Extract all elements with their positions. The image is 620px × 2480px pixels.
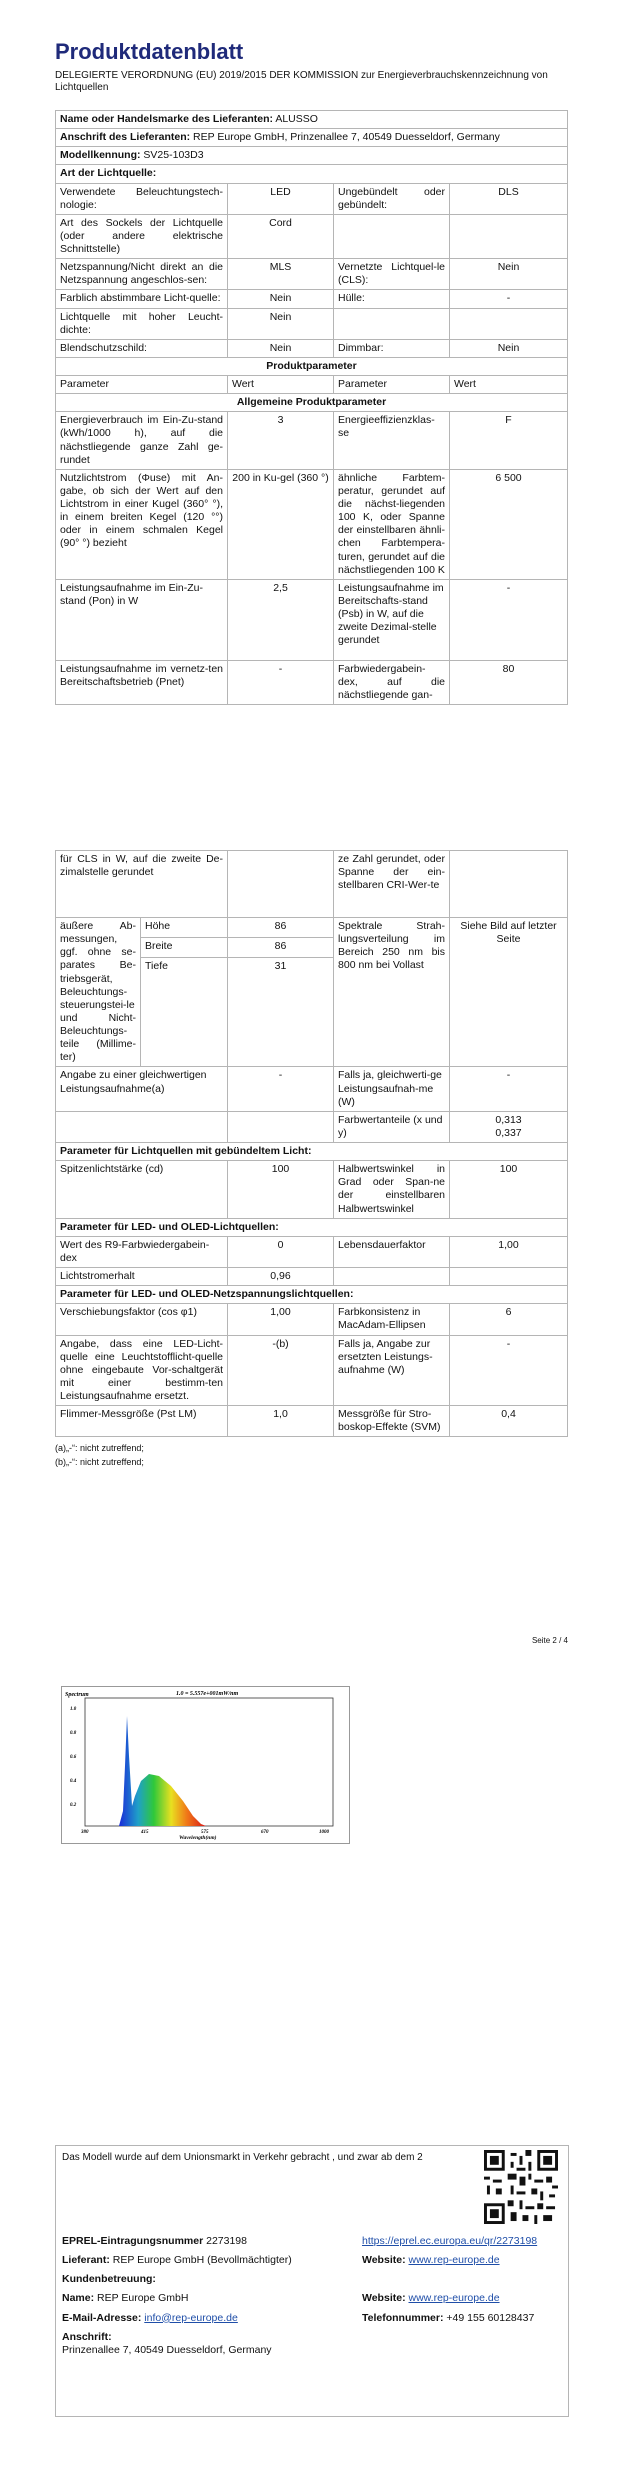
energy-label: Energieverbrauch im Ein-Zu-stand (kWh/1000 h), auf die nächstliegende ganze Zahl ge-rundet — [56, 412, 228, 470]
empty-cell — [56, 1111, 228, 1142]
glare-value: Nein — [228, 339, 334, 357]
address-row: Anschrift: Prinzenallee 7, 40549 Duesseldorf, Germany — [62, 2330, 272, 2356]
peak-label: Spitzenlichtstärke (cd) — [56, 1161, 228, 1219]
beam-value: 100 — [450, 1161, 568, 1219]
lightsource-table — [55, 110, 567, 705]
shell-value: - — [450, 290, 568, 308]
email-row: E-Mail-Adresse: info@rep-europe.de — [62, 2311, 238, 2324]
empty-cell — [334, 214, 450, 258]
flicker-value: 1,0 — [228, 1406, 334, 1437]
psb-value: - — [450, 579, 568, 660]
cri-label-continued: ze Zahl gerundet, oder Spanne der ein-stellbaren CRI-Wer-te — [334, 851, 450, 918]
class-label: Energieeffizienzklas-se — [334, 412, 450, 470]
density-value: Nein — [228, 308, 334, 339]
color-label: Farblich abstimmbare Licht-quelle: — [56, 290, 228, 308]
xtick: 1000 — [319, 1830, 329, 1835]
spectral-label: Spektrale Strah-lungsverteilung im Bereich 250 nm bis 800 nm bei Vollast — [334, 918, 450, 1067]
flicker-label: Flimmer-Messgröße (Pst LM) — [56, 1406, 228, 1437]
empty-cell — [334, 308, 450, 339]
ytick: 0.8 — [70, 1731, 77, 1736]
macadam-value: 6 — [450, 1304, 568, 1335]
footer-box — [55, 2145, 569, 2417]
support-website-row: Website: www.rep-europe.de — [362, 2292, 500, 2305]
regulation-subtitle: DELEGIERTE VERORDNUNG (EU) 2019/2015 DER KOMMISSION zur Energieverbrauchskennzeichnung von Lichtquellen — [55, 69, 548, 93]
svm-value: 0,4 — [450, 1406, 568, 1437]
xtick: 575 — [201, 1830, 209, 1835]
flux-value: 200 in Ku-gel (360 °) — [228, 469, 334, 579]
svm-label: Messgröße für Stro-boskop-Effekte (SVM) — [334, 1406, 450, 1437]
empty-cell — [334, 1268, 450, 1286]
equiv-value: - — [228, 1067, 334, 1111]
replace-label: Angabe, dass eine LED-Licht-quelle eine Leuchtstofflicht-quelle ohne eingebaute Vor-schaltgerät mit einer bestimm-ten Leistungsaufnahme ersetzt. — [56, 1335, 228, 1406]
maint-label: Lichtstromerhalt — [56, 1268, 228, 1286]
lightsource-type-heading: Art der Lichtquelle: — [56, 165, 568, 183]
pnet-label-continued: für CLS in W, auf die zweite De-zimalstelle gerundet — [56, 851, 228, 918]
depth-value: 31 — [228, 958, 334, 1067]
empty-cell — [450, 214, 568, 258]
depth-label: Tiefe — [141, 958, 228, 1067]
r9-value: 0 — [228, 1236, 334, 1267]
cls-value: Nein — [450, 259, 568, 290]
spectrum-formula: 1.0 = 5.557e+001mW/nm — [176, 1691, 239, 1697]
beam-label: Halbwertswinkel in Grad oder Span-ne der einstellbaren Halbwertswinkel — [334, 1161, 450, 1219]
bundled-value: DLS — [450, 183, 568, 214]
pf-label: Verschiebungsfaktor (cos φ1) — [56, 1304, 228, 1335]
ytick: 0.2 — [70, 1803, 77, 1808]
footnote-b: (b)„-“: nicht zutreffend; — [55, 1456, 144, 1467]
replace-yes-value: - — [450, 1335, 568, 1406]
support-heading: Kundenbetreuung: — [62, 2273, 156, 2286]
spectrum-ylabel: Spectrum — [65, 1692, 89, 1698]
support-name-row: Name: REP Europe GmbH — [62, 2292, 189, 2305]
tech-label: Verwendete Beleuchtungstech-nologie: — [56, 183, 228, 214]
maint-value: 0,96 — [228, 1268, 334, 1286]
glare-label: Blendschutzschild: — [56, 339, 228, 357]
macadam-label: Farbkonsistenz in MacAdam-Ellipsen — [334, 1304, 450, 1335]
col-header-param: Parameter — [56, 376, 228, 394]
support-website-link[interactable]: www.rep-europe.de — [408, 2292, 500, 2305]
col-header-param: Parameter — [334, 376, 450, 394]
socket-value: Cord — [228, 214, 334, 258]
replace-yes-label: Falls ja, Angabe zur ersetzten Leistungs-aufnahme (W) — [334, 1335, 450, 1406]
dimensions-label: äußere Ab-messungen, ggf. ohne se-parates Be-triebsgerät, Beleuchtungs-steuerungstei-le und Nicht-Beleuchtungs-teile (Millime-ter) — [56, 918, 141, 1067]
footnote-a: (a)„-“: nicht zutreffend; — [55, 1443, 144, 1454]
supplier-address-row: Anschrift des Lieferanten: REP Europe GmbH, Prinzenallee 7, 40549 Duesseldorf, Germany — [56, 129, 568, 147]
col-header-value: Wert — [228, 376, 334, 394]
page-number: Seite 2 / 4 — [531, 1636, 568, 1645]
chroma-value: 0,313 0,337 — [450, 1111, 568, 1142]
spectrum-xlabel: Wavelength(nm) — [179, 1835, 217, 1841]
tech-value: LED — [228, 183, 334, 214]
page-title: Produktdatenblatt — [55, 39, 244, 64]
empty-cell — [450, 1268, 568, 1286]
height-value: 86 — [228, 918, 334, 938]
col-header-value: Wert — [450, 376, 568, 394]
equiv-yes-label: Falls ja, gleichwerti-ge Leistungsaufnah-me (W) — [334, 1067, 450, 1111]
socket-label: Art des Sockels der Lichtquelle (oder andere elektrische Schnittstelle) — [56, 214, 228, 258]
xtick: 415 — [141, 1830, 149, 1835]
mains-value: MLS — [228, 259, 334, 290]
width-value: 86 — [228, 938, 334, 958]
empty-cell — [450, 851, 568, 918]
mains-label: Netzspannung/Nicht direkt an die Netzspannung angeschlos-sen: — [56, 259, 228, 290]
phone-row: Telefonnummer: +49 155 60128437 — [362, 2311, 535, 2324]
directional-heading: Parameter für Lichtquellen mit gebündeltem Licht: — [56, 1143, 568, 1161]
datasheet-header — [55, 38, 567, 95]
parameters-table-continued — [55, 850, 567, 1470]
ytick: 1.0 — [70, 1707, 77, 1712]
pon-label: Leistungsaufnahme im Ein-Zu-stand (Pon) in W — [56, 579, 228, 660]
dim-label: Dimmbar: — [334, 339, 450, 357]
equiv-label: Angabe zu einer gleichwertigen Leistungsaufnahme(a) — [56, 1067, 228, 1111]
life-value: 1,00 — [450, 1236, 568, 1267]
life-label: Lebensdauerfaktor — [334, 1236, 450, 1267]
eprel-link[interactable]: https://eprel.ec.europa.eu/qr/2273198 — [362, 2235, 538, 2247]
website-link[interactable]: www.rep-europe.de — [408, 2254, 500, 2267]
email-link[interactable]: info@rep-europe.de — [144, 2311, 238, 2324]
peak-value: 100 — [228, 1161, 334, 1219]
ytick: 0.6 — [70, 1755, 77, 1760]
cct-label: ähnliche Farbtem-peratur, gerundet auf die nächst-liegenden 100 K, oder Spanne der einstellbaren ähnli-chen Farbtempera-turen, gerundet auf die nächstliegenden 100 K — [334, 469, 450, 579]
chroma-label: Farbwertanteile (x und y) — [334, 1111, 450, 1142]
color-value: Nein — [228, 290, 334, 308]
shell-label: Hülle: — [334, 290, 450, 308]
psb-label: Leistungsaufnahme im Bereitschafts-stand (Psb) in W, auf die zweite Dezimal-stelle gerundet — [334, 579, 450, 660]
spectrum-chart — [61, 1686, 350, 1844]
equiv-yes-value: - — [450, 1067, 568, 1111]
dim-value: Nein — [450, 339, 568, 357]
mains-led-heading: Parameter für LED- und OLED-Netzspannungslichtquellen: — [56, 1286, 568, 1304]
pnet-label: Leistungsaufnahme im vernetz-ten Bereitschaftsbetrieb (Pnet) — [56, 660, 228, 704]
supplier-name-row: Name oder Handelsmarke des Lieferanten: ALUSSO — [56, 111, 568, 129]
empty-cell — [228, 851, 334, 918]
ytick: 0.4 — [70, 1779, 77, 1784]
supplier-row: Lieferant: REP Europe GmbH (Bevollmächtigter) — [62, 2254, 292, 2267]
website-row: Website: www.rep-europe.de — [362, 2254, 500, 2267]
xtick: 670 — [261, 1830, 269, 1835]
height-label: Höhe — [141, 918, 228, 938]
xtick: 380 — [81, 1830, 89, 1835]
cct-value: 6 500 — [450, 469, 568, 579]
cri-label: Farbwiedergabein-dex, auf die nächstliegende gan- — [334, 660, 450, 704]
r9-label: Wert des R9-Farbwiedergabein-dex — [56, 1236, 228, 1267]
density-label: Lichtquelle mit hoher Leucht-dichte: — [56, 308, 228, 339]
width-label: Breite — [141, 938, 228, 958]
eprel-row: EPREL-Eintragungsnummer 2273198 — [62, 2235, 247, 2247]
led-heading: Parameter für LED- und OLED-Lichtquellen: — [56, 1218, 568, 1236]
qr-code-icon[interactable] — [484, 2150, 558, 2224]
spectral-value: Siehe Bild auf letzter Seite — [450, 918, 568, 1067]
bundled-label: Ungebündelt oder gebündelt: — [334, 183, 450, 214]
empty-cell — [450, 308, 568, 339]
cls-label: Vernetzte Lichtquel-le (CLS): — [334, 259, 450, 290]
pnet-value: - — [228, 660, 334, 704]
product-parameters-heading: Produktparameter — [56, 357, 568, 375]
model-row: Modellkennung: SV25-103D3 — [56, 147, 568, 165]
market-text: Das Modell wurde auf dem Unionsmarkt in Verkehr gebracht , und zwar ab dem 2 — [62, 2152, 423, 2163]
general-parameters-heading: Allgemeine Produktparameter — [56, 394, 568, 412]
pf-value: 1,00 — [228, 1304, 334, 1335]
cri-value: 80 — [450, 660, 568, 704]
flux-label: Nutzlichtstrom (Φuse) mit An-gabe, ob sich der Wert auf den Lichtstrom in einer Kugel (360° °), in einem breiten Kegel (120 °°) oder in einem schmalen Kegel (90° °) bezieht — [56, 469, 228, 579]
plot-area — [85, 1698, 333, 1826]
replace-value: -(b) — [228, 1335, 334, 1406]
empty-cell — [228, 1111, 334, 1142]
class-value: F — [450, 412, 568, 470]
energy-value: 3 — [228, 412, 334, 470]
pon-value: 2,5 — [228, 579, 334, 660]
